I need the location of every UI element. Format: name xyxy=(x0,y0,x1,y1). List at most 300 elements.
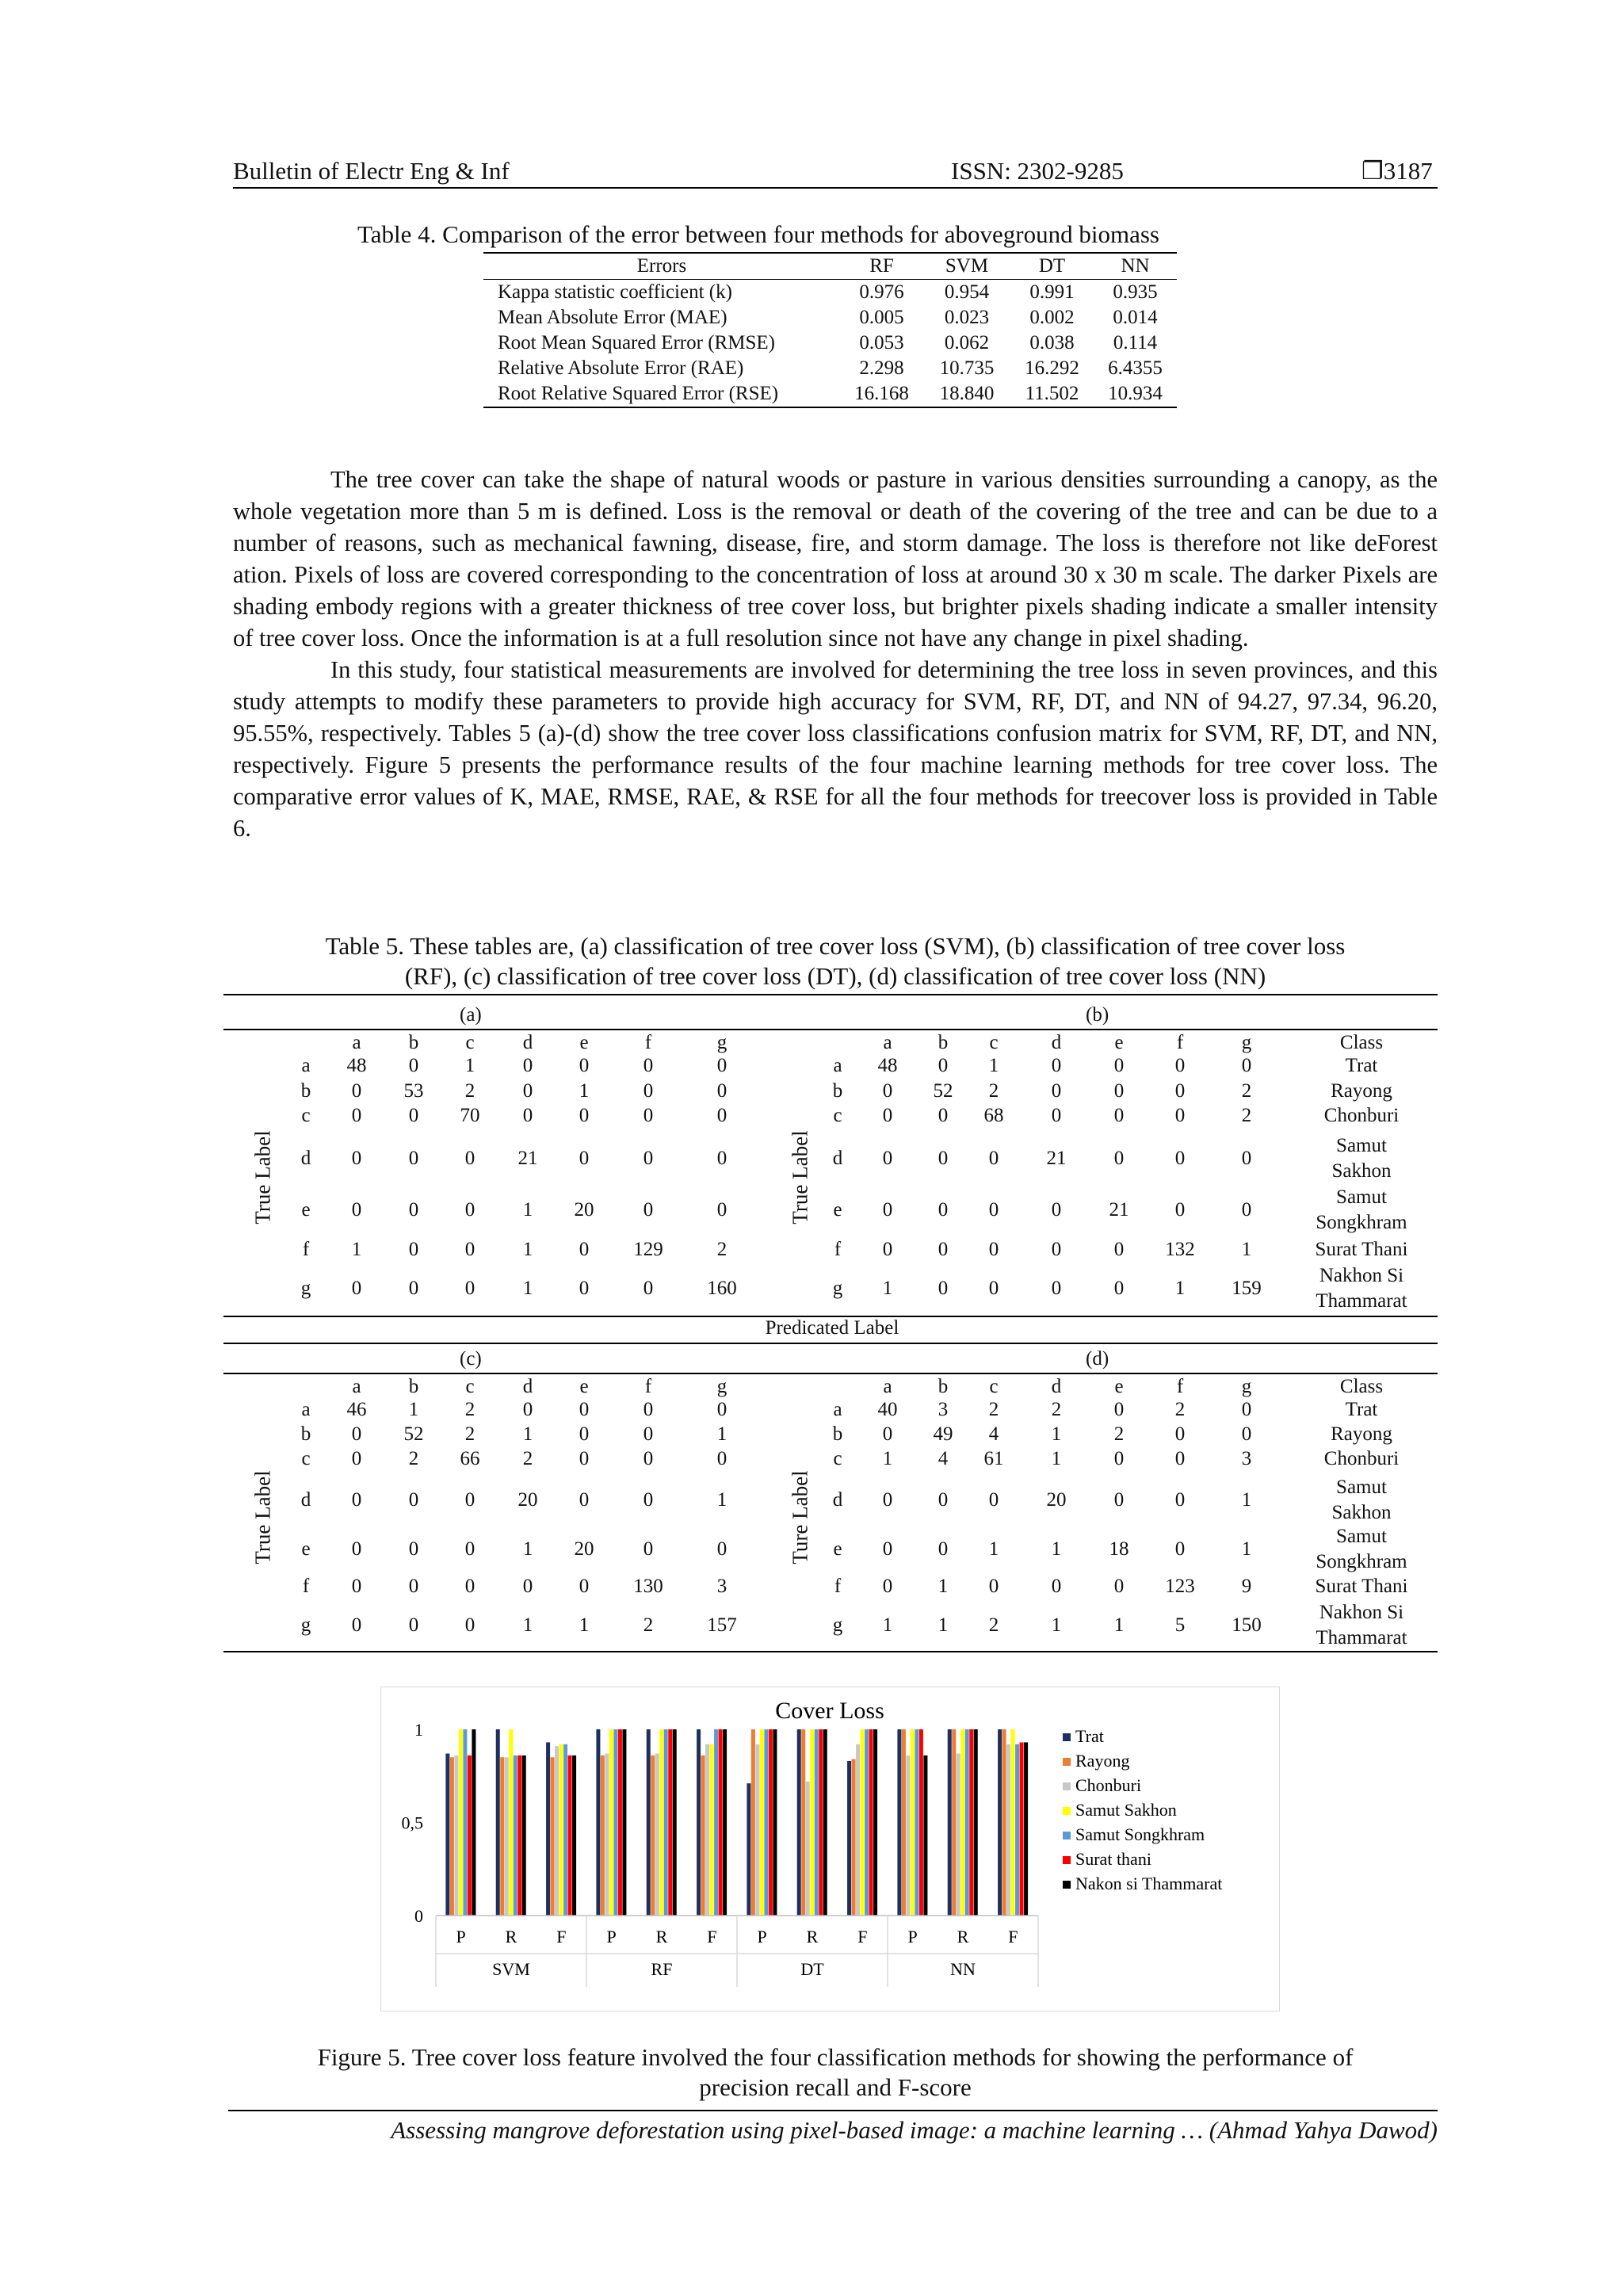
table4-cell: 0.991 xyxy=(1029,281,1075,303)
matrix-cell: 0 xyxy=(522,1576,533,1597)
matrix-cell: 0 xyxy=(1241,1423,1252,1445)
table4-cell: 2.298 xyxy=(859,357,904,379)
matrix-cell: 3 xyxy=(938,1399,949,1420)
bar xyxy=(546,1742,550,1916)
legend-swatch xyxy=(1063,1832,1071,1839)
bar xyxy=(705,1744,709,1916)
class-name: Surat Thani xyxy=(1315,1239,1408,1260)
matrix-cell: 2 xyxy=(988,1614,999,1636)
metric-label: P xyxy=(757,1927,767,1946)
bar xyxy=(902,1729,906,1916)
bar xyxy=(551,1757,555,1916)
row-label: g xyxy=(300,1278,311,1299)
matrix-cell: 0 xyxy=(522,1399,533,1420)
t4-col: Errors xyxy=(636,255,687,277)
matrix-cell: 0 xyxy=(643,1423,654,1445)
matrix-cell: 0 xyxy=(351,1614,362,1636)
matrix-cell: 0 xyxy=(988,1199,999,1221)
matrix-cell: 0 xyxy=(716,1148,727,1169)
metric-label: R xyxy=(655,1927,668,1946)
matrix-cell: 0 xyxy=(882,1538,893,1560)
matrix-cell: 20 xyxy=(517,1489,538,1511)
bar xyxy=(472,1729,475,1916)
matrix-cell: 1 xyxy=(716,1423,727,1445)
matrix-cell: 0 xyxy=(522,1080,533,1102)
panel-label: (d) xyxy=(1086,1348,1109,1370)
class-name: Surat Thani xyxy=(1315,1576,1408,1597)
class-name: Samut xyxy=(1336,1526,1387,1547)
row-label: a xyxy=(301,1055,311,1076)
table4-cell: Kappa statistic coefficient (k) xyxy=(498,281,732,303)
col-header: g xyxy=(716,1376,727,1397)
matrix-cell: 0 xyxy=(408,1614,419,1636)
legend-swatch xyxy=(1063,1881,1071,1889)
matrix-cell: 2 xyxy=(1113,1423,1125,1445)
matrix-cell: 2 xyxy=(408,1448,419,1469)
matrix-cell: 0 xyxy=(1051,1105,1062,1126)
legend-swatch xyxy=(1063,1782,1071,1790)
matrix-cell: 0 xyxy=(643,1448,654,1469)
bar xyxy=(563,1744,567,1916)
table4-cell: 0.053 xyxy=(859,332,904,353)
bar xyxy=(960,1729,964,1916)
matrix-cell: 0 xyxy=(579,1278,590,1299)
matrix-cell: 1 xyxy=(351,1239,362,1260)
footer-text: Assessing mangrove deforestation using pixel-based image: a machine learning … (Ahmad Yahya Dawod) xyxy=(391,2116,1438,2144)
t4-col: DT xyxy=(1038,255,1066,277)
matrix-cell: 0 xyxy=(408,1489,419,1511)
matrix-cell: 0 xyxy=(938,1538,949,1560)
matrix-cell: 160 xyxy=(707,1278,737,1299)
class-header: Class xyxy=(1339,1032,1384,1053)
group-label: SVM xyxy=(492,1959,530,1979)
matrix-cell: 4 xyxy=(988,1423,999,1445)
table4-row xyxy=(483,280,1177,306)
matrix-cell: 0 xyxy=(1051,1199,1062,1221)
bar xyxy=(923,1755,927,1916)
table4-cell: 18.840 xyxy=(939,383,995,404)
class-name: Samut xyxy=(1336,1186,1387,1208)
class-name: Thammarat xyxy=(1316,1627,1407,1648)
matrix-cell: 0 xyxy=(408,1055,419,1076)
matrix-cell: 0 xyxy=(716,1199,727,1221)
matrix-cell: 0 xyxy=(716,1105,727,1126)
class-name: Rayong xyxy=(1331,1080,1392,1102)
matrix-cell: 1 xyxy=(1051,1614,1062,1636)
matrix-cell: 0 xyxy=(464,1239,475,1260)
bar xyxy=(723,1729,727,1916)
class-header: Class xyxy=(1339,1376,1384,1397)
row-label: g xyxy=(300,1614,311,1636)
bar xyxy=(568,1755,572,1916)
matrix-cell: 0 xyxy=(938,1278,949,1299)
matrix-cell: 2 xyxy=(464,1080,475,1102)
row-label: a xyxy=(833,1399,842,1420)
legend-label: Chonburi xyxy=(1075,1775,1142,1795)
table4-cell: 0.002 xyxy=(1029,307,1075,328)
bar xyxy=(819,1729,823,1916)
matrix-cell: 0 xyxy=(408,1199,419,1221)
matrix-cell: 157 xyxy=(707,1614,737,1636)
bar xyxy=(509,1729,513,1916)
row-label: b xyxy=(300,1080,311,1102)
row-label: c xyxy=(301,1105,311,1126)
matrix-cell: 0 xyxy=(464,1576,475,1597)
bar xyxy=(1011,1729,1015,1916)
matrix-cell: 48 xyxy=(346,1055,367,1076)
matrix-cell: 0 xyxy=(351,1448,362,1469)
legend-swatch xyxy=(1063,1733,1071,1741)
matrix-cell: 0 xyxy=(643,1080,654,1102)
matrix-cell: 0 xyxy=(1174,1199,1186,1221)
table4-cell: Relative Absolute Error (RAE) xyxy=(498,357,744,379)
panel-label: (b) xyxy=(1086,1004,1109,1026)
col-header: d xyxy=(1051,1032,1062,1053)
matrix-cell: 0 xyxy=(643,1199,654,1221)
matrix-cell: 0 xyxy=(351,1148,362,1169)
matrix-cell: 0 xyxy=(1051,1080,1062,1102)
row-label: e xyxy=(301,1538,311,1560)
matrix-cell: 0 xyxy=(351,1576,362,1597)
matrix-cell: 0 xyxy=(716,1080,727,1102)
row-label: d xyxy=(832,1489,843,1511)
matrix-cell: 20 xyxy=(1046,1489,1067,1511)
matrix-cell: 0 xyxy=(882,1239,893,1260)
matrix-cell: 0 xyxy=(643,1055,654,1076)
table4-cell: 0.935 xyxy=(1113,281,1158,303)
bar xyxy=(659,1729,663,1916)
bar xyxy=(500,1757,504,1916)
matrix-cell: 0 xyxy=(464,1199,475,1221)
matrix-cell: 2 xyxy=(643,1614,654,1636)
matrix-cell: 1 xyxy=(1174,1278,1186,1299)
col-header: a xyxy=(883,1032,892,1053)
col-header: b xyxy=(938,1032,949,1053)
col-header: f xyxy=(1176,1032,1184,1053)
matrix-cell: 0 xyxy=(988,1278,999,1299)
true-label-axis: True Label xyxy=(250,1129,275,1224)
matrix-cell: 0 xyxy=(938,1148,949,1169)
bar xyxy=(769,1729,773,1916)
matrix-cell: 0 xyxy=(408,1576,419,1597)
matrix-cell: 5 xyxy=(1174,1614,1186,1636)
matrix-cell: 0 xyxy=(351,1489,362,1511)
table5-caption-2: (RF), (c) classification of tree cover loss (DT), (d) classification of tree cover loss (NN) xyxy=(404,962,1266,990)
matrix-cell: 0 xyxy=(579,1399,590,1420)
col-header: a xyxy=(352,1376,361,1397)
matrix-cell: 2 xyxy=(464,1399,475,1420)
matrix-cell: 1 xyxy=(1051,1448,1062,1469)
bar xyxy=(454,1755,458,1916)
table4-cell: 16.168 xyxy=(854,383,909,404)
bar xyxy=(613,1729,617,1916)
table-rule xyxy=(223,1029,1438,1030)
bar xyxy=(801,1729,805,1916)
metric-label: P xyxy=(456,1927,466,1946)
matrix-cell: 1 xyxy=(988,1538,999,1560)
matrix-cell: 0 xyxy=(938,1489,949,1511)
matrix-cell: 1 xyxy=(882,1448,893,1469)
matrix-cell: 0 xyxy=(1241,1148,1252,1169)
matrix-cell: 0 xyxy=(1113,1239,1125,1260)
matrix-cell: 2 xyxy=(464,1423,475,1445)
matrix-cell: 0 xyxy=(1174,1423,1186,1445)
matrix-cell: 0 xyxy=(1113,1448,1125,1469)
matrix-cell: 1 xyxy=(716,1489,727,1511)
matrix-cell: 1 xyxy=(522,1239,533,1260)
col-header: b xyxy=(938,1376,949,1397)
matrix-cell: 0 xyxy=(1113,1576,1125,1597)
matrix-cell: 0 xyxy=(579,1105,590,1126)
matrix-cell: 0 xyxy=(1051,1239,1062,1260)
bar xyxy=(773,1729,777,1916)
table4-cell: Root Mean Squared Error (RMSE) xyxy=(498,332,775,353)
matrix-cell: 0 xyxy=(1113,1148,1125,1169)
bar xyxy=(496,1729,500,1916)
table4-caption: Table 4. Comparison of the error between four methods for aboveground biomass xyxy=(357,220,1159,248)
bar xyxy=(915,1729,918,1916)
matrix-cell: 1 xyxy=(522,1423,533,1445)
matrix-cell: 0 xyxy=(1113,1399,1125,1420)
bar xyxy=(969,1729,973,1916)
col-header: d xyxy=(522,1376,533,1397)
group-label: DT xyxy=(800,1959,824,1979)
matrix-cell: 159 xyxy=(1232,1278,1262,1299)
true-label-axis: Ture Label xyxy=(788,1470,812,1564)
col-header: e xyxy=(1114,1032,1124,1053)
t4-col: RF xyxy=(869,255,894,277)
bar xyxy=(505,1757,509,1916)
matrix-cell: 2 xyxy=(522,1448,533,1469)
y-tick-label: 0,5 xyxy=(401,1813,423,1833)
table-rule xyxy=(223,1373,1438,1374)
bar xyxy=(609,1729,613,1916)
bar xyxy=(974,1729,978,1916)
legend-swatch xyxy=(1063,1807,1071,1815)
metric-label: F xyxy=(857,1927,868,1946)
matrix-cell: 1 xyxy=(1241,1239,1252,1260)
matrix-cell: 129 xyxy=(633,1239,663,1260)
matrix-cell: 21 xyxy=(517,1148,538,1169)
class-name: Nakhon Si xyxy=(1319,1602,1404,1623)
col-header: e xyxy=(579,1032,589,1053)
row-label: e xyxy=(833,1538,842,1560)
matrix-cell: 68 xyxy=(983,1105,1004,1126)
row-label: a xyxy=(301,1399,311,1420)
class-name: Chonburi xyxy=(1323,1448,1400,1469)
paragraph-1: The tree cover can take the shape of natural woods or pasture in various densities surrounding a canopy, as the whole vegetation more than 5 m is defined. Loss is the removal or death of the covering of the tree and can be due to a number of reasons, such as mechanical fawning, disease, fire, and storm damage. The loss is therefore not like deForest ation. Pixels of loss are covered corresponding to the concentration of loss at around 30 x 30 m scale. The darker Pixels are shading embody regions with a greater thickness of tree cover loss, but brighter pixels shading indicate a smaller intensity of tree cover loss. Once the information is at a full resolution since not have any change in pixel shading. xyxy=(233,466,1438,651)
bar xyxy=(1024,1742,1028,1916)
bar xyxy=(555,1746,559,1916)
matrix-cell: 2 xyxy=(1241,1105,1252,1126)
matrix-cell: 2 xyxy=(1241,1080,1252,1102)
bar xyxy=(618,1729,622,1916)
matrix-cell: 0 xyxy=(643,1399,654,1420)
metric-label: F xyxy=(556,1927,567,1946)
matrix-cell: 0 xyxy=(716,1399,727,1420)
bar xyxy=(965,1729,969,1916)
table4-cell: Root Relative Squared Error (RSE) xyxy=(498,383,779,404)
matrix-cell: 1 xyxy=(938,1614,949,1636)
bar xyxy=(1020,1742,1024,1916)
bar xyxy=(747,1783,750,1916)
chart-title: Cover Loss xyxy=(775,1698,884,1724)
bar xyxy=(856,1744,860,1916)
table4-header xyxy=(483,253,1177,280)
matrix-cell: 21 xyxy=(1109,1199,1129,1221)
matrix-cell: 1 xyxy=(579,1080,590,1102)
row-label: c xyxy=(833,1105,842,1126)
class-name: Rayong xyxy=(1331,1423,1392,1445)
matrix-cell: 52 xyxy=(933,1080,953,1102)
matrix-cell: 1 xyxy=(988,1055,999,1076)
bar xyxy=(668,1729,672,1916)
footer-rule xyxy=(228,2110,1438,2111)
table4-cell: 0.038 xyxy=(1029,332,1075,353)
col-header: f xyxy=(644,1032,652,1053)
row-label: b xyxy=(832,1423,843,1445)
bar xyxy=(948,1729,952,1916)
matrix-cell: 0 xyxy=(408,1538,419,1560)
matrix-cell: 0 xyxy=(988,1576,999,1597)
matrix-cell: 0 xyxy=(579,1055,590,1076)
matrix-cell: 0 xyxy=(522,1055,533,1076)
matrix-cell: 0 xyxy=(522,1105,533,1126)
matrix-cell: 0 xyxy=(464,1614,475,1636)
row-label: c xyxy=(301,1448,311,1469)
matrix-cell: 0 xyxy=(938,1199,949,1221)
bar xyxy=(810,1729,814,1916)
group-label: NN xyxy=(950,1959,976,1979)
body-text xyxy=(233,464,1438,844)
col-header: g xyxy=(1241,1032,1252,1053)
matrix-cell: 2 xyxy=(1051,1399,1062,1420)
table4-cell: 10.735 xyxy=(939,357,995,379)
matrix-cell: 0 xyxy=(643,1278,654,1299)
metric-label: F xyxy=(1008,1927,1018,1946)
matrix-cell: 0 xyxy=(1174,1148,1186,1169)
panel-label: (c) xyxy=(460,1348,482,1370)
row-label: f xyxy=(302,1239,310,1260)
matrix-cell: 150 xyxy=(1232,1614,1262,1636)
matrix-cell: 0 xyxy=(1051,1055,1062,1076)
matrix-cell: 0 xyxy=(882,1148,893,1169)
bar xyxy=(906,1755,910,1916)
matrix-cell: 18 xyxy=(1109,1538,1129,1560)
bar xyxy=(760,1729,764,1916)
matrix-cell: 0 xyxy=(988,1148,999,1169)
class-name: Songkhram xyxy=(1316,1212,1407,1233)
y-tick-label: 1 xyxy=(414,1720,423,1740)
matrix-cell: 1 xyxy=(522,1614,533,1636)
bar xyxy=(710,1744,714,1916)
group-label: RF xyxy=(651,1959,673,1979)
matrix-cell: 2 xyxy=(988,1080,999,1102)
row-label: e xyxy=(301,1199,311,1221)
row-label: d xyxy=(832,1148,843,1169)
metric-label: R xyxy=(806,1927,819,1946)
matrix-cell: 2 xyxy=(988,1399,999,1420)
bar xyxy=(664,1729,668,1916)
matrix-cell: 1 xyxy=(938,1576,949,1597)
bar xyxy=(764,1729,768,1916)
bar xyxy=(468,1755,472,1916)
figure5-caption-2: precision recall and F-score xyxy=(699,2073,972,2101)
journal-name: Bulletin of Electr Eng & Inf xyxy=(233,157,510,185)
matrix-cell: 0 xyxy=(408,1148,419,1169)
bar xyxy=(514,1755,517,1916)
bar xyxy=(873,1729,877,1916)
matrix-cell: 2 xyxy=(716,1239,727,1260)
matrix-cell: 0 xyxy=(643,1489,654,1511)
class-name: Sakhon xyxy=(1331,1160,1392,1182)
matrix-cell: 9 xyxy=(1241,1576,1252,1597)
predicted-label: Predicated Label xyxy=(765,1317,899,1339)
matrix-cell: 0 xyxy=(464,1148,475,1169)
matrix-cell: 61 xyxy=(983,1448,1004,1469)
bar xyxy=(806,1782,810,1916)
table4-cell: 0.114 xyxy=(1113,332,1158,353)
table-rule xyxy=(223,994,1438,995)
table4-cell: 0.954 xyxy=(944,281,990,303)
row-label: g xyxy=(832,1614,843,1636)
legend-label: Samut Songkhram xyxy=(1075,1824,1205,1844)
bar xyxy=(714,1729,718,1916)
bar xyxy=(852,1759,856,1916)
matrix-cell: 1 xyxy=(464,1055,475,1076)
matrix-cell: 66 xyxy=(460,1448,480,1469)
table-rule xyxy=(223,1343,1438,1344)
page-number: ❐3187 xyxy=(1361,157,1433,185)
t4-col: NN xyxy=(1121,255,1150,277)
legend-label: Nakon si Thammarat xyxy=(1075,1874,1223,1893)
matrix-cell: 1 xyxy=(408,1399,419,1420)
class-name: Samut xyxy=(1336,1477,1387,1498)
matrix-cell: 20 xyxy=(574,1199,594,1221)
col-header: g xyxy=(1241,1376,1252,1397)
matrix-cell: 130 xyxy=(633,1576,663,1597)
table4-row xyxy=(483,330,1177,356)
table4-cell: 0.062 xyxy=(944,332,990,353)
matrix-cell: 3 xyxy=(716,1576,727,1597)
row-label: f xyxy=(834,1239,842,1260)
matrix-cell: 0 xyxy=(464,1489,475,1511)
matrix-cell: 48 xyxy=(877,1055,898,1076)
metric-label: R xyxy=(957,1927,969,1946)
matrix-cell: 0 xyxy=(716,1538,727,1560)
paragraph-2: In this study, four statistical measurements are involved for determining the tree loss in seven provinces, and this study attempts to modify these parameters to provide high accuracy for SVM, RF, DT, and NN of 94.27, 97.34, 96.20, 95.55%, respectively. Tables 5 (a)-(d) show the tree cover loss classifications confusion matrix for SVM, RF, DT, and NN, respectively. Figure 5 presents the performance results of the four machine learning methods for tree cover loss. The comparative error values of K, MAE, RMSE, RAE, & RSE for all the four methods for treecover loss is provided in Table 6. xyxy=(233,656,1438,842)
matrix-cell: 2 xyxy=(1174,1399,1186,1420)
class-name: Nakhon Si xyxy=(1319,1265,1404,1286)
matrix-cell: 0 xyxy=(1113,1278,1125,1299)
row-label: g xyxy=(832,1278,843,1299)
bar xyxy=(823,1729,827,1916)
bar xyxy=(572,1755,576,1916)
metric-label: P xyxy=(606,1927,617,1946)
matrix-cell: 0 xyxy=(351,1538,362,1560)
matrix-cell: 4 xyxy=(938,1448,949,1469)
col-header: d xyxy=(1051,1376,1062,1397)
matrix-cell: 46 xyxy=(346,1399,367,1420)
matrix-cell: 0 xyxy=(1174,1538,1186,1560)
matrix-cell: 1 xyxy=(522,1199,533,1221)
matrix-cell: 1 xyxy=(1113,1614,1125,1636)
bar xyxy=(751,1729,755,1916)
matrix-cell: 1 xyxy=(1051,1423,1062,1445)
bar xyxy=(952,1729,956,1916)
bar xyxy=(450,1757,454,1916)
matrix-cell: 132 xyxy=(1165,1239,1195,1260)
